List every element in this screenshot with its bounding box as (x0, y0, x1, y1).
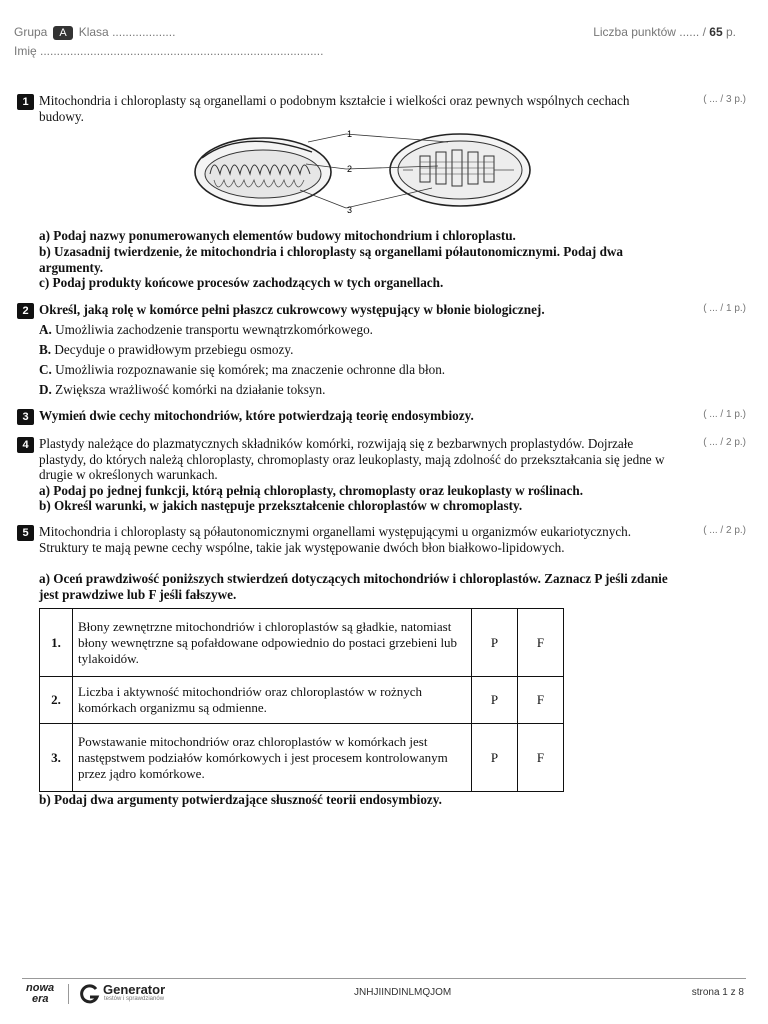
question-3-text: Wymień dwie cechy mitochondriów, które potwierdzają teorię endosymbiozy. (39, 408, 474, 423)
points-summary (593, 25, 736, 39)
group-badge: A (53, 26, 72, 40)
question-1-number: 1 (17, 94, 34, 110)
mitochondrion-drawing (195, 138, 331, 206)
table-row (40, 677, 564, 724)
logo-separator (68, 984, 69, 1004)
question-4-part-a: a) Podaj po jednej funkcji, którą pełnią chloroplasty, chromoplasty oraz leukoplasty w roślinach. (39, 483, 584, 498)
points-sep: / (702, 25, 706, 39)
false-option[interactable]: F (518, 724, 564, 792)
false-option[interactable]: F (518, 609, 564, 677)
table-row (40, 609, 564, 677)
question-4-points: ( ... / 2 p.) (703, 437, 746, 448)
points-total: 65 (709, 25, 723, 39)
option-a-text: Umożliwia zachodzenie transportu wewnątrzkomórkowego. (55, 322, 373, 337)
statement-text: Powstawanie mitochondriów oraz chloroplastów w komórkach jest następstwem podziałów komórkowych i jest procesem kontrolowanym przez jądro komórkowe. (73, 724, 472, 792)
question-5-part-b: b) Podaj dwa argumenty potwierdzające słuszność teorii endosymbiozy. (39, 792, 442, 807)
test-code: JNHJIINDINLMQJOM (354, 987, 452, 998)
class-label: Klasa (78, 25, 109, 39)
row-number: 2. (40, 677, 73, 724)
true-false-table (39, 608, 564, 792)
group-label: Grupa (14, 25, 48, 39)
page-number: strona 1 z 8 (691, 987, 744, 998)
name-field (14, 44, 323, 58)
question-3-points: ( ... / 1 p.) (703, 409, 746, 420)
true-option[interactable]: P (472, 724, 518, 792)
question-2-points: ( ... / 1 p.) (703, 303, 746, 314)
question-4-number: 4 (17, 437, 34, 453)
generator-subtitle: testów i sprawdzianów (104, 996, 165, 1002)
points-label: Liczba punktów ...... (593, 25, 700, 39)
row-number: 3. (40, 724, 73, 792)
option-a-letter: A. (39, 322, 52, 337)
question-1-part-b: b) Uzasadnij twierdzenie, że mitochondria i chloroplasty są organellami półautonomicznymi. Podaj dwa argumenty. (39, 244, 624, 275)
figure-label-1: 1 (347, 129, 353, 139)
figure-label-3: 3 (347, 205, 353, 215)
logo-bottom: era (32, 993, 49, 1005)
question-5-intro: Mitochondria i chloroplasty są półautonomicznymi organellami występującymi u organizmów eukariotycznych. Struktury te mają pewne cechy wspólne, takie jak występowanie dwóch błon białkowo-lipidowych. (39, 524, 632, 555)
option-d-letter: D. (39, 382, 52, 397)
option-d[interactable] (39, 382, 669, 398)
option-c-letter: C. (39, 362, 52, 377)
statement-text: Liczba i aktywność mitochondriów oraz chloroplastów w rożnych komórkach organizmu są odmienne. (73, 677, 472, 724)
question-3-number: 3 (17, 409, 34, 425)
true-option[interactable]: P (472, 609, 518, 677)
question-1-points: ( ... / 3 p.) (703, 94, 746, 105)
option-a[interactable] (39, 322, 669, 338)
question-1-intro: Mitochondria i chloroplasty są organellami o podobnym kształcie i wielkości oraz pewnych wspólnych cechach budowy. (39, 93, 630, 124)
option-b-text: Decyduje o prawidłowym przebiegu osmozy. (54, 342, 294, 357)
name-label: Imię (14, 44, 37, 58)
question-4-part-b: b) Określ warunki, w jakich następuje przekształcenie chloroplastów w chromoplasty. (39, 498, 523, 513)
false-option[interactable]: F (518, 677, 564, 724)
generator-logo-icon (78, 983, 100, 1005)
question-2-text: Określ, jaką rolę w komórce pełni płaszcz cukrowcowy występujący w błonie biologicznej. (39, 302, 545, 317)
logo-top: nowa (26, 982, 55, 994)
question-5-number: 5 (17, 525, 34, 541)
table-row (40, 724, 564, 792)
statement-text: Błony zewnętrzne mitochondriów i chloroplastów są gładkie, natomiast błony wewnętrzne są pofałdowane odpowiednio do postaci grzebieni lub tylakoidów. (73, 609, 472, 677)
true-option[interactable]: P (472, 677, 518, 724)
question-1-part-a: a) Podaj nazwy ponumerowanych elementów budowy mitochondrium i chloroplastu. (39, 228, 516, 243)
figure-label-2: 2 (347, 164, 353, 174)
class-dots: ................... (112, 25, 176, 39)
nowa-era-logo (26, 983, 60, 1005)
question-2-number: 2 (17, 303, 34, 319)
generator-brand: Generator (103, 982, 166, 997)
row-number: 1. (40, 609, 73, 677)
option-c[interactable] (39, 362, 669, 378)
option-c-text: Umożliwia rozpoznawanie się komórek; ma znaczenie ochronne dla błon. (55, 362, 446, 377)
question-4-intro: Plastydy należące do plazmatycznych składników komórki, rozwijają się z bezbarwnych proplastydów. Dojrzałe plastydy, do których należą chloroplasty, chromoplasty oraz leukoplasty, mają zdolność do przekształcania się jedne w drugie w określonych warunkach. (39, 436, 665, 482)
name-dots: ..................................................................................... (40, 44, 324, 58)
question-1-part-c: c) Podaj produkty końcowe procesów zachodzących w tych organellach. (39, 275, 444, 290)
footer-divider (22, 978, 746, 979)
organelle-figure (188, 128, 538, 220)
question-5-part-a: a) Oceń prawdziwość poniższych stwierdzeń dotyczących mitochondriów i chloroplastów. Zaznacz P jeśli zdanie jest prawdziwe lub F jeśli fałszywe. (39, 571, 668, 602)
option-d-text: Zwiększa wrażliwość komórki na działanie toksyn. (55, 382, 326, 397)
question-5-points: ( ... / 2 p.) (703, 525, 746, 536)
option-b[interactable] (39, 342, 669, 358)
group-field (14, 25, 175, 40)
chloroplast-drawing (390, 134, 530, 206)
points-unit: p. (725, 25, 736, 39)
option-b-letter: B. (39, 342, 52, 357)
